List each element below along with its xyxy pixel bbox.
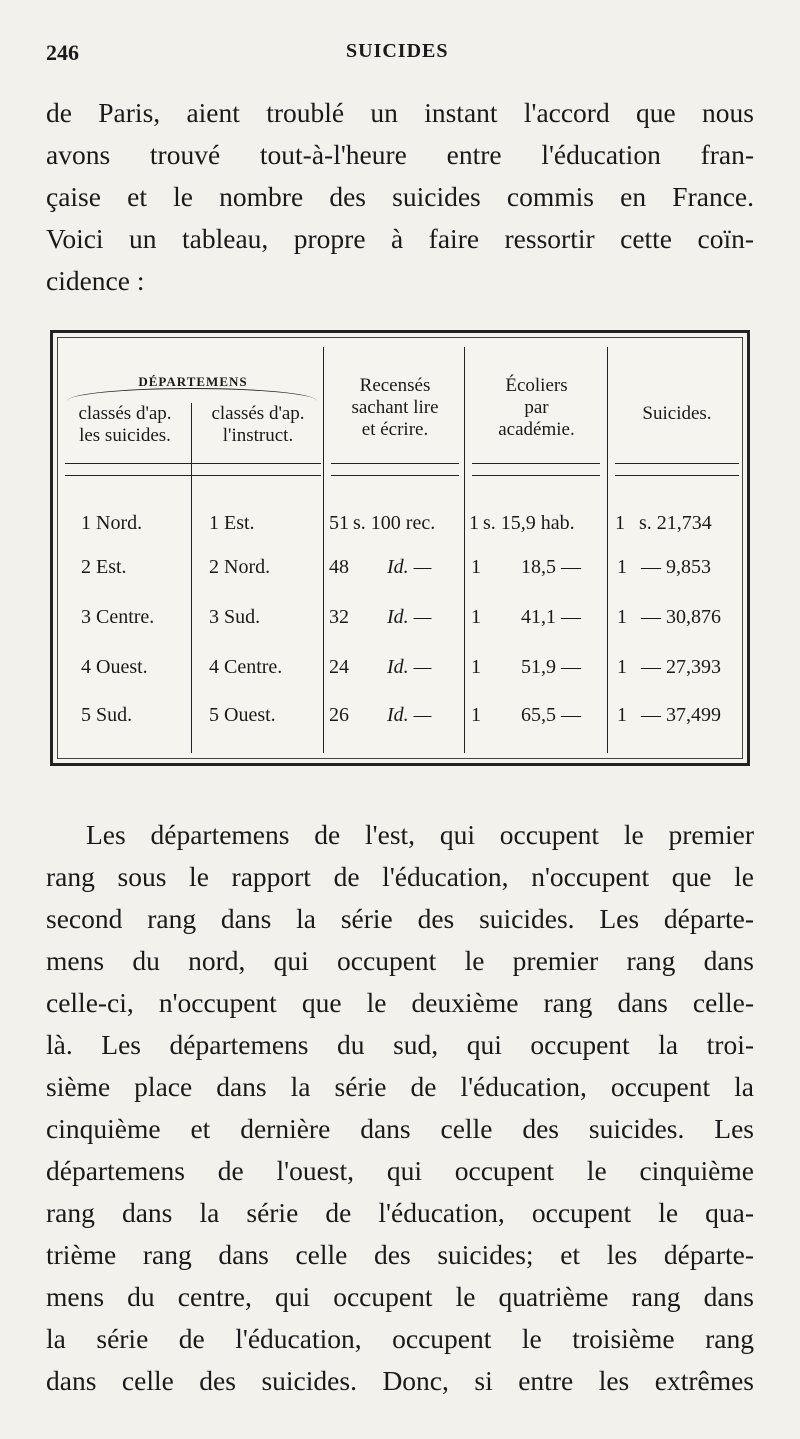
cell-literate-ratio: Id. — [387,656,432,678]
cell-literate-ratio: Id. — [387,556,432,578]
text-line: Les départemens de l'est, qui occupent le premier [86,819,754,850]
cell-suicide-ratio: — 27,393 [641,656,721,678]
col-header-suicides: Suicides. [642,403,712,424]
header-rule [65,463,321,464]
header-rule [472,475,600,476]
cell-suicide-ratio: — 9,853 [641,556,711,578]
cell-pupil-ratio: s. 15,9 hab. [483,512,575,534]
header-rule [331,463,459,464]
column-rule [607,347,608,753]
cell-literate-ratio: Id. — [387,704,432,726]
cell-suicide-rank: 4 Ouest. [81,656,148,678]
cell-pupil-count: 1 [471,556,481,578]
cell-pupil-ratio: 51,9 — [521,656,581,678]
text-line: trième rang dans celle des suicides; et les départe- [46,1239,754,1270]
col-header-suicides-rank [59,403,191,447]
cell-pupil-count: 1 [471,606,481,628]
cell-literate-ratio: s. 100 rec. [353,512,436,534]
text-line: de Paris, aient troublé un instant l'accord que nous [46,97,754,128]
cell-pupil-ratio: 65,5 — [521,704,581,726]
text-line: cidence : [46,265,145,296]
header-line: les suicides. [79,425,171,446]
cell-pupil-count: 1 [471,704,481,726]
header-rule [615,475,739,476]
cell-suicide-count: 1 [615,512,625,534]
text-line: celle-ci, n'occupent que le deuxième rang dans celle- [46,987,754,1018]
cell-literate-count: 48 [329,556,349,578]
header-line: classés d'ap. [78,403,172,424]
page-number: 246 [46,40,79,65]
header-rule [65,475,321,476]
paragraph-intro [46,92,754,302]
running-title: SUICIDES [346,40,449,62]
cell-literate-count: 32 [329,606,349,628]
cell-literate-count: 24 [329,656,349,678]
cell-suicide-count: 1 [617,704,627,726]
header-line: Écoliers [505,375,568,396]
text-line: Voici un tableau, propre à faire ressortir cette coïn- [46,223,754,254]
cell-pupil-ratio: 18,5 — [521,556,581,578]
cell-suicide-ratio: — 37,499 [641,704,721,726]
column-rule [323,347,324,753]
text-line: dans celle des suicides. Donc, si entre les extrêmes [46,1365,754,1396]
header-line: classés d'ap. [211,403,305,424]
text-line: rang dans la série de l'éducation, occupent le qua- [46,1197,754,1228]
cell-suicide-count: 1 [617,656,627,678]
text-line: mens du centre, qui occupent le quatrième rang dans [46,1281,754,1312]
text-line: çaise et le nombre des suicides commis en France. [46,181,754,212]
header-line: l'instruct. [222,425,294,446]
page-header [46,40,746,76]
column-rule [191,403,192,753]
text-line: sième place dans la série de l'éducation, occupent la [46,1071,754,1102]
cell-instruction-rank: 3 Sud. [209,606,261,628]
header-line: par [524,397,549,418]
cell-literate-ratio: Id. — [387,606,432,628]
cell-suicide-count: 1 [617,556,627,578]
header-line: et écrire. [361,419,429,440]
cell-suicide-ratio: — 30,876 [641,606,721,628]
text-line: départemens de l'ouest, qui occupent le cinquième [46,1155,754,1186]
cell-instruction-rank: 5 Ouest. [209,704,276,726]
col-header-instruction-rank [193,403,323,447]
cell-suicide-rank: 5 Sud. [81,704,133,726]
header-rule [615,463,739,464]
cell-literate-count: 51 [329,512,349,534]
text-line: là. Les départemens du sud, qui occupent la troi- [46,1029,754,1060]
cell-instruction-rank: 1 Est. [209,512,255,534]
cell-instruction-rank: 4 Centre. [209,656,283,678]
cell-suicide-count: 1 [617,606,627,628]
paragraph-commentary [46,814,754,1402]
cell-pupil-ratio: 41,1 — [521,606,581,628]
col-header-pupils [466,375,607,441]
text-line: cinquième et dernière dans celle des suicides. Les [46,1113,754,1144]
group-brace [67,388,317,401]
text-line: mens du nord, qui occupent le premier rang dans [46,945,754,976]
cell-suicide-rank: 2 Est. [81,556,127,578]
header-rule [472,463,600,464]
cell-suicide-ratio: s. 21,734 [639,512,712,534]
cell-literate-count: 26 [329,704,349,726]
text-line: avons trouvé tout-à-l'heure entre l'éducation fran- [46,139,754,170]
data-table [50,330,750,766]
header-rule [331,475,459,476]
cell-suicide-rank: 1 Nord. [81,512,143,534]
group-header: DÉPARTEMENS [138,374,248,389]
cell-suicide-rank: 3 Centre. [81,606,155,628]
header-line: Recensés [359,375,431,396]
cell-instruction-rank: 2 Nord. [209,556,271,578]
text-line: second rang dans la série des suicides. Les départe- [46,903,754,934]
header-line: académie. [498,419,575,440]
header-line: sachant lire [351,397,439,418]
text-line: la série de l'éducation, occupent le troisième rang [46,1323,754,1354]
cell-pupil-count: 1 [471,656,481,678]
text-line: rang sous le rapport de l'éducation, n'occupent que le [46,861,754,892]
col-header-literate [325,375,465,441]
cell-pupil-count: 1 [469,512,479,534]
